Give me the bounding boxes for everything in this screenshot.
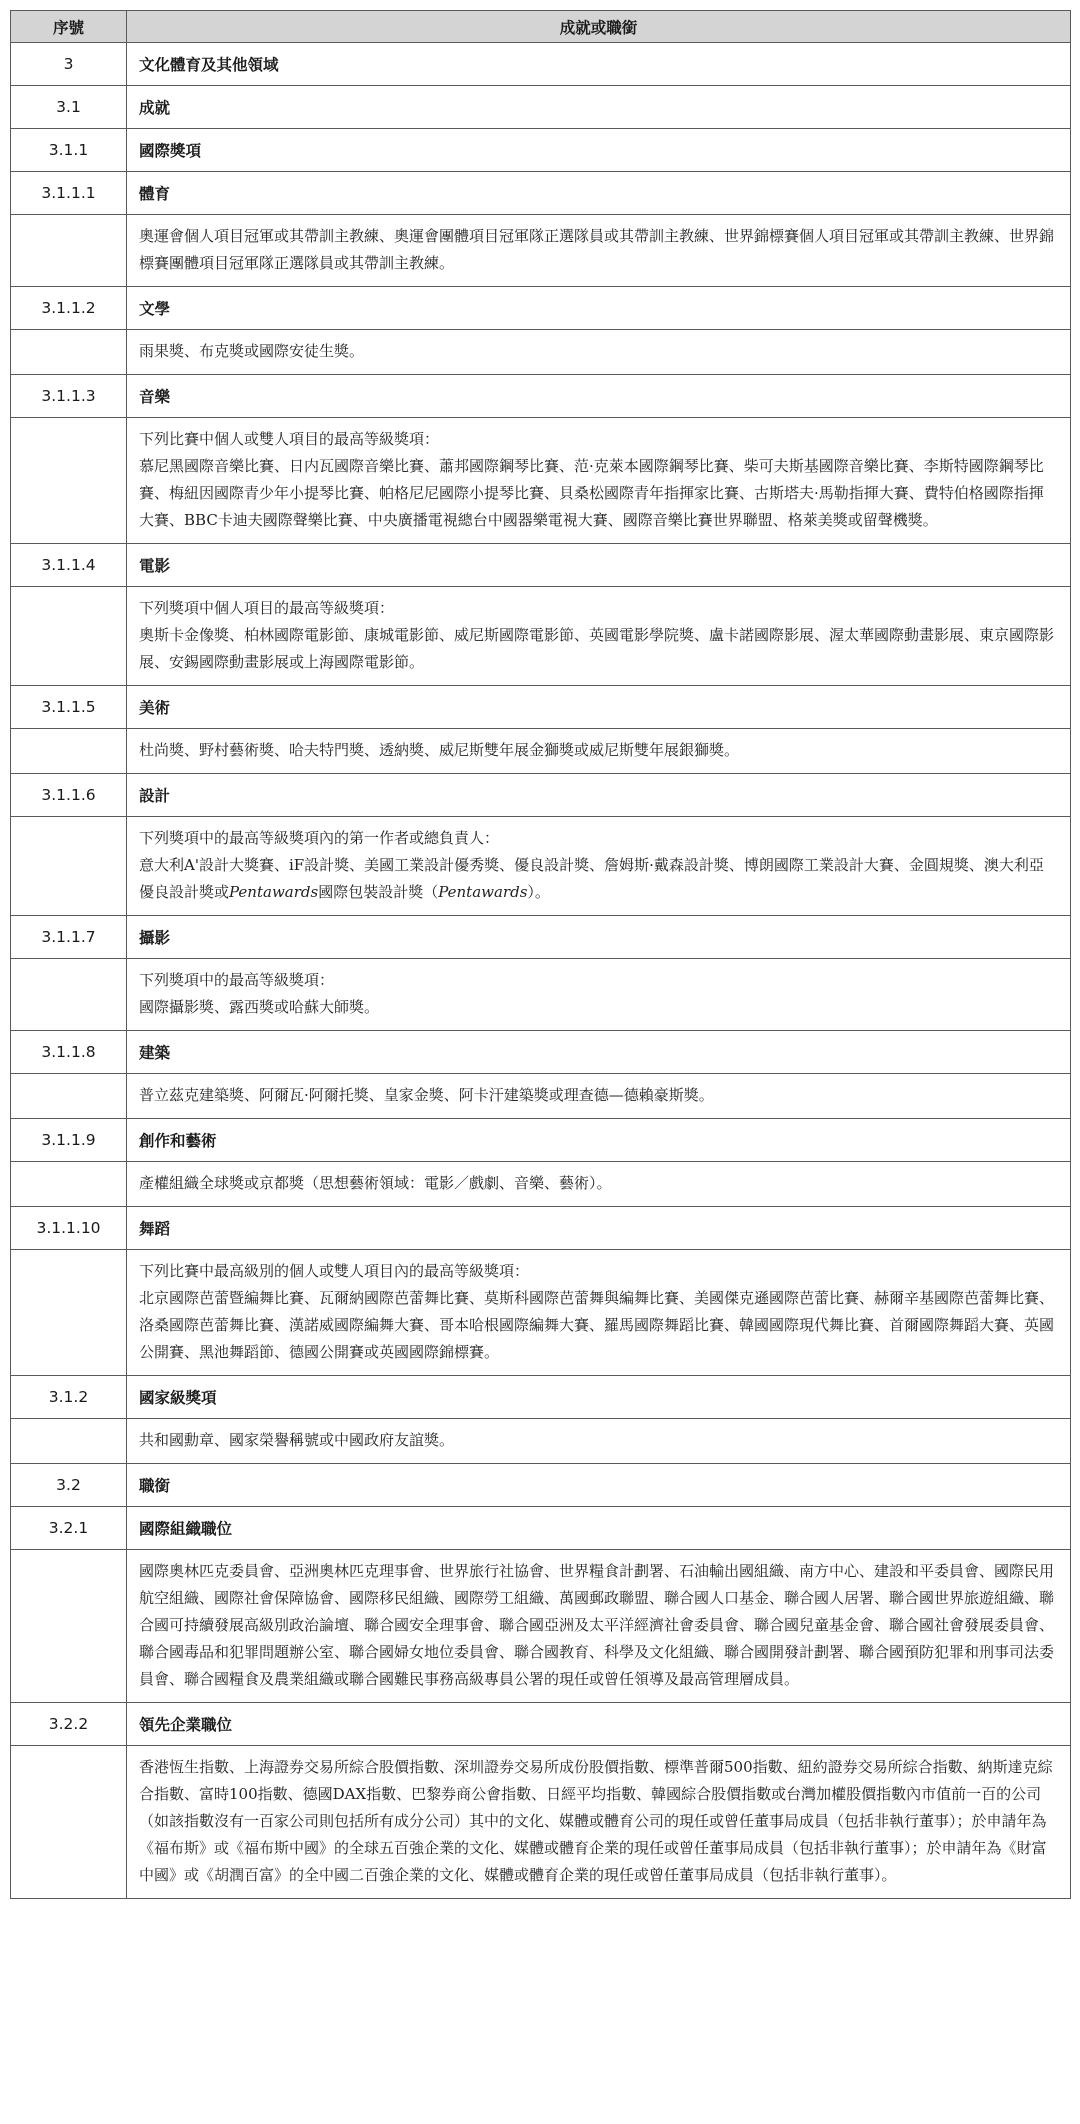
row-number: 3.1.2 — [11, 1376, 127, 1419]
table-row — [11, 1376, 1071, 1419]
row-title: 美術 — [127, 686, 1071, 729]
row-intro: 下列獎項中個人項目的最高等級獎項： — [139, 599, 395, 617]
empty-cell — [11, 1162, 127, 1207]
empty-cell — [11, 215, 127, 287]
col-header-number: 序號 — [11, 11, 127, 43]
row-title: 領先企業職位 — [127, 1703, 1071, 1746]
table-row-detail — [11, 959, 1071, 1031]
table-row-detail — [11, 1162, 1071, 1207]
row-body: 國際奧林匹克委員會、亞洲奧林匹克理事會、世界旅行社協會、世界糧食計劃署、石油輸出國組織、南方中心、建設和平委員會、國際民用航空組織、國際社會保障協會、國際移民組織、國際勞工組織、萬國郵政聯盟、聯合國人口基金、聯合國人居署、聯合國世界旅遊組織、聯合國可持續發展高級別政治論壇、聯合國安全理事會、聯合國亞洲及太平洋經濟社會委員會、聯合國兒童基金會、聯合國社會發展委員會、聯合國毒品和犯罪問題辦公室、聯合國婦女地位委員會、聯合國教育、科學及文化組織、聯合國開發計劃署、聯合國預防犯罪和刑事司法委員會、聯合國糧食及農業組織或聯合國難民事務高級專員公署的現任或曾任領導及最高管理層成員。 — [139, 1562, 1055, 1688]
table-row-detail — [11, 1550, 1071, 1703]
col-header-description: 成就或職銜 — [127, 11, 1071, 43]
row-intro: 下列獎項中的最高等級獎項： — [139, 971, 335, 989]
empty-cell — [11, 817, 127, 916]
table-row — [11, 172, 1071, 215]
row-body: 國際攝影獎、露西獎或哈蘇大師獎。 — [139, 998, 380, 1016]
row-intro: 下列獎項中的最高等級獎項內的第一作者或總負責人： — [139, 829, 500, 847]
table-row — [11, 686, 1071, 729]
row-body: 香港恆生指數、上海證券交易所綜合股價指數、深圳證券交易所成份股價指數、標準普爾500指數、紐約證券交易所綜合指數、納斯達克綜合指數、富時100指數、德國DAX指數、巴黎券商公會指數、日經平均指數、韓國綜合股價指數或台灣加權股價指數內市值前一百的公司（如該指數沒有一百家公司則包括所有成分公司）其中的文化、媒體或體育公司的現任或曾任董事局成員（包括非執行董事）；於申請年為《福布斯》或《福布斯中國》的全球五百強企業的文化、媒體或體育企業的現任或曾任董事局成員（包括非執行董事）；於申請年為《財富中國》或《胡潤百富》的全中國二百強企業的文化、媒體或體育企業的現任或曾任董事局成員（包括非執行董事）。 — [139, 1758, 1053, 1884]
row-title: 攝影 — [127, 916, 1071, 959]
table-row — [11, 916, 1071, 959]
table-row — [11, 129, 1071, 172]
pentawards-italic: Pentawards — [438, 883, 528, 901]
table-row — [11, 86, 1071, 129]
table-row — [11, 544, 1071, 587]
row-number: 3 — [11, 43, 127, 86]
row-number: 3.1.1.10 — [11, 1207, 127, 1250]
row-title: 文化體育及其他領域 — [127, 43, 1071, 86]
row-title: 體育 — [127, 172, 1071, 215]
empty-cell — [11, 1250, 127, 1376]
row-title: 職銜 — [127, 1464, 1071, 1507]
row-title: 成就 — [127, 86, 1071, 129]
empty-cell — [11, 1074, 127, 1119]
row-number: 3.1.1.8 — [11, 1031, 127, 1074]
table-row-detail — [11, 1419, 1071, 1464]
row-number: 3.1 — [11, 86, 127, 129]
table-row-detail — [11, 587, 1071, 686]
table-row — [11, 1031, 1071, 1074]
row-body: 北京國際芭蕾暨編舞比賽、瓦爾納國際芭蕾舞比賽、莫斯科國際芭蕾舞與編舞比賽、美國傑克遜國際芭蕾比賽、赫爾辛基國際芭蕾舞比賽、洛桑國際芭蕾舞比賽、漢諾威國際編舞大賽、哥本哈根國際編舞大賽、羅馬國際舞蹈比賽、韓國國際現代舞比賽、首爾國際舞蹈大賽、英國公開賽、黑池舞蹈節、德國公開賽或英國國際錦標賽。 — [139, 1289, 1055, 1361]
row-number: 3.2.2 — [11, 1703, 127, 1746]
row-number: 3.1.1 — [11, 129, 127, 172]
row-body: 產權組織全球獎或京都獎（思想藝術領域：電影／戲劇、音樂、藝術）。 — [139, 1174, 612, 1192]
row-number: 3.1.1.3 — [11, 375, 127, 418]
row-title: 創作和藝術 — [127, 1119, 1071, 1162]
row-title: 建築 — [127, 1031, 1071, 1074]
row-title: 國際組織職位 — [127, 1507, 1071, 1550]
row-title: 音樂 — [127, 375, 1071, 418]
table-row — [11, 1464, 1071, 1507]
row-body: 奧運會個人項目冠軍或其帶訓主教練、奧運會團體項目冠軍隊正選隊員或其帶訓主教練、世界錦標賽個人項目冠軍或其帶訓主教練、世界錦標賽團體項目冠軍隊正選隊員或其帶訓主教練。 — [139, 227, 1055, 272]
table-header-row — [11, 11, 1071, 43]
table-row-detail — [11, 1074, 1071, 1119]
empty-cell — [11, 1419, 127, 1464]
row-title: 文學 — [127, 287, 1071, 330]
row-number: 3.1.1.4 — [11, 544, 127, 587]
row-number: 3.2 — [11, 1464, 127, 1507]
row-body: 共和國勳章、國家榮譽稱號或中國政府友誼獎。 — [139, 1431, 455, 1449]
row-number: 3.1.1.1 — [11, 172, 127, 215]
table-row-detail — [11, 215, 1071, 287]
table-row-detail — [11, 817, 1071, 916]
row-title: 舞蹈 — [127, 1207, 1071, 1250]
table-row — [11, 287, 1071, 330]
table-row-detail — [11, 1250, 1071, 1376]
empty-cell — [11, 418, 127, 544]
table-row — [11, 1119, 1071, 1162]
achievements-table — [10, 10, 1071, 1899]
table-row-detail — [11, 330, 1071, 375]
row-body: 杜尚獎、野村藝術獎、哈夫特門獎、透納獎、威尼斯雙年展金獅獎或威尼斯雙年展銀獅獎。 — [139, 741, 740, 759]
table-row-detail — [11, 1746, 1071, 1899]
table-row-detail — [11, 418, 1071, 544]
row-number: 3.1.1.2 — [11, 287, 127, 330]
empty-cell — [11, 1746, 127, 1899]
table-row — [11, 375, 1071, 418]
row-body-text: 國際包裝設計獎（ — [318, 883, 439, 901]
table-row — [11, 1507, 1071, 1550]
row-body: 慕尼黑國際音樂比賽、日内瓦國際音樂比賽、蕭邦國際鋼琴比賽、范·克萊本國際鋼琴比賽、柴可夫斯基國際音樂比賽、李斯特國際鋼琴比賽、梅紐因國際青少年小提琴比賽、帕格尼尼國際小提琴比賽、貝桑松國際青年指揮家比賽、古斯塔夫·馬勒指揮大賽、費特伯格國際指揮大賽、BBC卡迪夫國際聲樂比賽、中央廣播電視總台中國器樂電視大賽、國際音樂比賽世界聯盟、格萊美獎或留聲機獎。 — [139, 457, 1044, 529]
row-number: 3.1.1.6 — [11, 774, 127, 817]
row-number: 3.1.1.7 — [11, 916, 127, 959]
qualifications-table-page — [10, 10, 1070, 1899]
row-title: 設計 — [127, 774, 1071, 817]
row-title: 國際獎項 — [127, 129, 1071, 172]
row-body-text: ）。 — [527, 883, 550, 901]
row-number: 3.1.1.9 — [11, 1119, 127, 1162]
row-body: 普立茲克建築獎、阿爾瓦·阿爾托獎、皇家金獎、阿卡汗建築獎或理查德—德賴豪斯獎。 — [139, 1086, 714, 1104]
empty-cell — [11, 330, 127, 375]
row-number: 3.1.1.5 — [11, 686, 127, 729]
row-intro: 下列比賽中個人或雙人項目的最高等級獎項： — [139, 430, 440, 448]
row-body-text: 意大利A'設計大獎賽、iF設計獎、美國工業設計優秀獎、優良設計獎、詹姆斯·戴森設計獎、博朗國際工業設計大賽、金圓規獎、澳大利亞優良設計獎或 — [139, 856, 1044, 901]
row-body: 奧斯卡金像獎、柏林國際電影節、康城電影節、威尼斯國際電影節、英國電影學院獎、盧卡諾國際影展、渥太華國際動畫影展、東京國際影展、安錫國際動畫影展或上海國際電影節。 — [139, 626, 1055, 671]
empty-cell — [11, 729, 127, 774]
table-row — [11, 43, 1071, 86]
row-intro: 下列比賽中最高級別的個人或雙人項目內的最高等級獎項： — [139, 1262, 530, 1280]
table-row-detail — [11, 729, 1071, 774]
row-title: 電影 — [127, 544, 1071, 587]
table-row — [11, 1207, 1071, 1250]
empty-cell — [11, 587, 127, 686]
table-row — [11, 1703, 1071, 1746]
row-body — [139, 852, 1058, 906]
row-number: 3.2.1 — [11, 1507, 127, 1550]
table-row — [11, 774, 1071, 817]
empty-cell — [11, 1550, 127, 1703]
empty-cell — [11, 959, 127, 1031]
row-body: 雨果獎、布克獎或國際安徒生獎。 — [139, 342, 365, 360]
pentawards-italic: Pentawards — [229, 883, 319, 901]
row-title: 國家級獎項 — [127, 1376, 1071, 1419]
